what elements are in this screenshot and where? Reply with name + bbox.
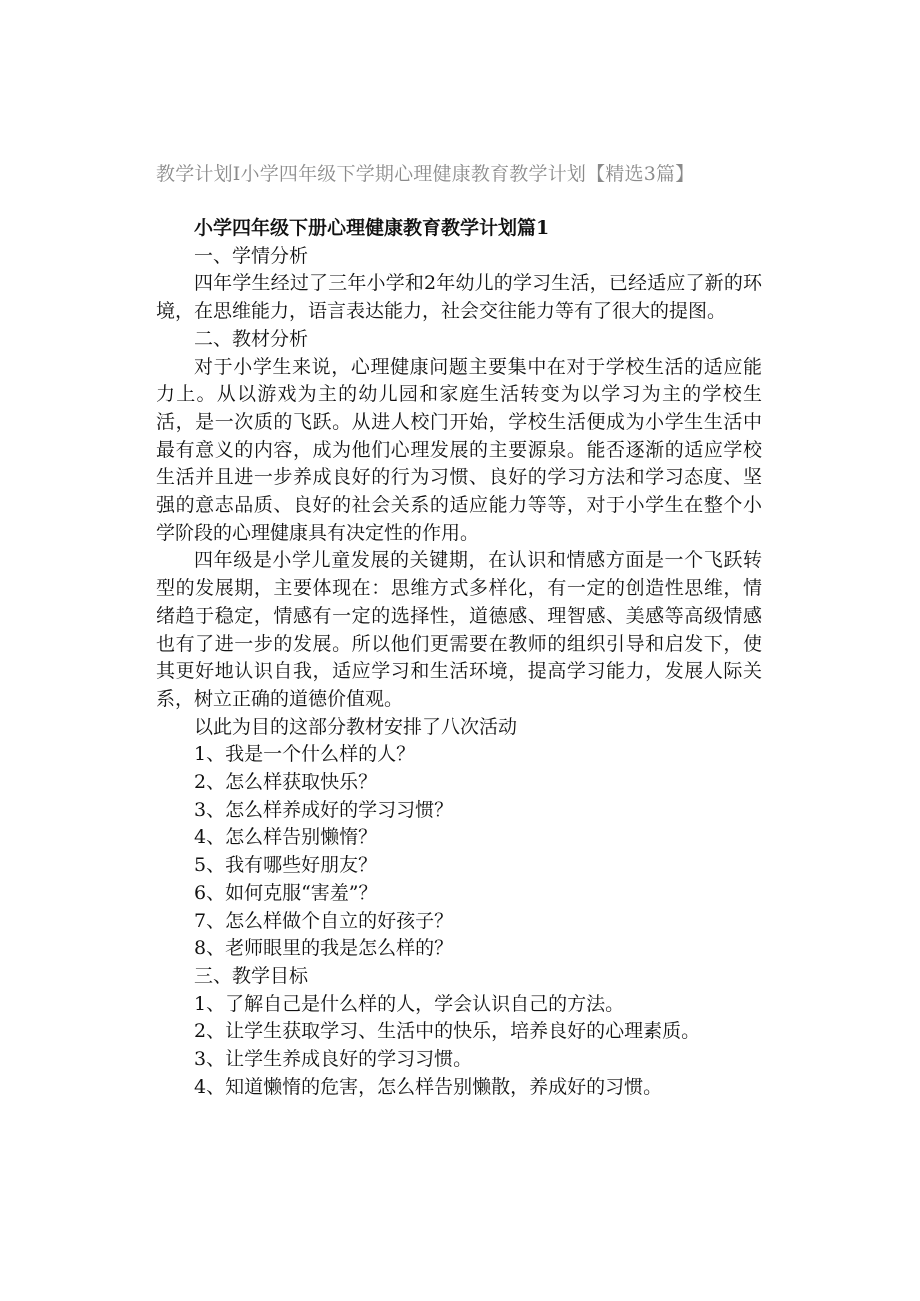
- list-item-goal: 3、让学生养成良好的学习习惯。: [194, 1048, 473, 1071]
- list-item-activity: 2、怎么样获取快乐？: [194, 771, 378, 794]
- heading-student-analysis: 一、学情分析: [194, 244, 309, 267]
- document-title: 教学计划I小学四年级下学期心理健康教育教学计划【精选3篇】: [156, 163, 695, 185]
- list-item-goal: 4、知道懒惰的危害，怎么样告别懒散，养成好的习惯。: [194, 1075, 663, 1098]
- list-item-goal: 1、了解自己是什么样的人，学会认识自己的方法。: [194, 992, 625, 1015]
- document-body: [156, 215, 762, 1102]
- list-item-activity: 3、怎么样养成好的学习习惯？: [194, 798, 454, 821]
- paragraph-material-analysis-1: 对于小学生来说，心理健康问题主要集中在对于学校生活的适应能力上。从以游戏为主的幼儿园和家庭生活转变为以学习为主的学校生活，是一次质的飞跃。从进人校门开始，学校生活便成为小学生生活中最有意义的内容，成为他们心理发展的主要源泉。能否逐渐的适应学校生活并且进一步养成良好的行为习惯、良好的学习方法和学习态度、坚强的意志品质、良好的社会关系的适应能力等等，对于小学生在整个小学阶段的心理健康具有决定性的作用。: [156, 355, 762, 544]
- paragraph-material-analysis-2: 四年级是小学儿童发展的关键期，在认识和情感方面是一个飞跃转型的发展期，主要体现在：思维方式多样化，有一定的创造性思维，情绪趋于稳定，情感有一定的选择性，道德感、理智感、美感等高级情感也有了进一步的发展。所以他们更需要在教师的组织引导和启发下，使其更好地认识自我，适应学习和生活环境，提高学习能力，发展人际关系，树立正确的道德价值观。: [156, 549, 762, 710]
- list-item-goal: 2、让学生获取学习、生活中的快乐，培养良好的心理素质。: [194, 1020, 701, 1043]
- list-item-activity: 4、怎么样告别懒惰？: [194, 826, 378, 849]
- list-item-activity: 8、老师眼里的我是怎么样的？: [194, 937, 454, 960]
- activities-intro: 以此为目的这部分教材安排了八次活动: [194, 715, 518, 738]
- list-item-activity: 6、如何克服“害羞”？: [194, 881, 378, 904]
- heading-teaching-goals: 三、教学目标: [194, 964, 309, 987]
- section-title: 小学四年级下册心理健康教育教学计划篇1: [194, 217, 550, 239]
- paragraph-student-analysis: 四年学生经过了三年小学和2年幼儿的学习生活，已经适应了新的环境，在思维能力，语言表达能力，社会交往能力等有了很大的提图。: [156, 272, 762, 323]
- list-item-activity: 1、我是一个什么样的人？: [194, 743, 416, 766]
- list-item-activity: 7、怎么样做个自立的好孩子？: [194, 909, 454, 932]
- list-item-activity: 5、我有哪些好朋友？: [194, 854, 378, 877]
- heading-material-analysis: 二、教材分析: [194, 327, 309, 350]
